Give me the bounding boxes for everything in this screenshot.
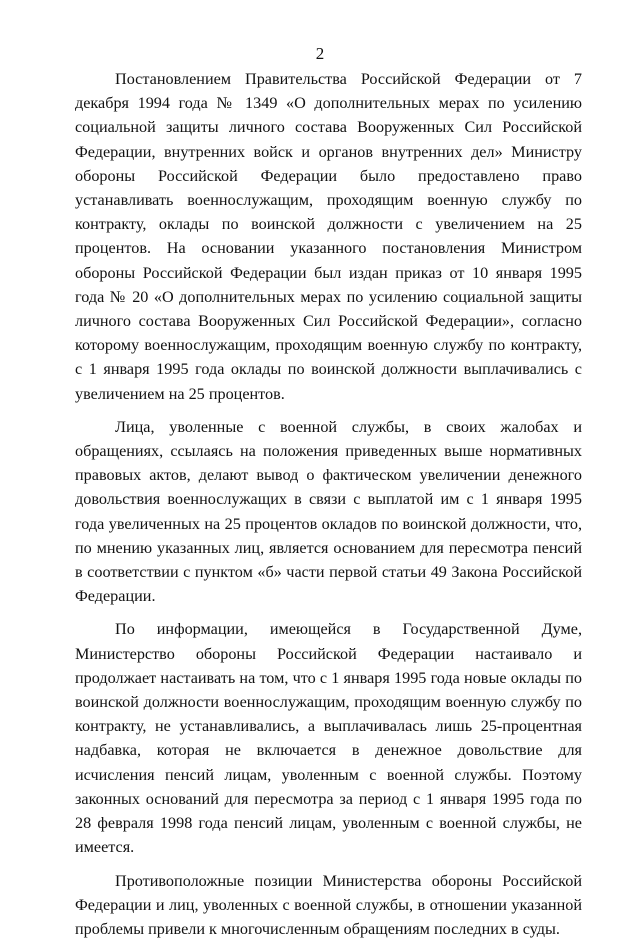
paragraph-4: Противоположные позиции Министерства обороны Российской Федерации и лиц, уволенных с военной службы, в отношении указанной проблемы привели к многочисленным обращениям последних в суды. [75, 869, 582, 941]
paragraph-3: По информации, имеющейся в Государственной Думе, Министерство обороны Российской Федерации настаивало и продолжает настаивать на том, что с 1 января 1995 года новые оклады по воинской должности военнослужащим, проходящим военную службу по контракту, не устанавливались, а выплачивалась лишь 25-процентная надбавка, которая не включается в денежное довольствие для исчисления пенсий лицам, уволенным с военной службы. Поэтому законных оснований для пересмотра за период с 1 января 1995 года по 28 февраля 1998 года пенсий лицам, уволенным с военной службы, не имеется. [75, 617, 582, 859]
document-body [75, 67, 582, 941]
page-number: 2 [0, 44, 640, 64]
paragraph-2: Лица, уволенные с военной службы, в своих жалобах и обращениях, ссылаясь на положения приведенных выше нормативных правовых актов, делают вывод о фактическом увеличении денежного довольствия военнослужащих в связи с выплатой им с 1 января 1995 года увеличенных на 25 процентов окладов по воинской должности, что, по мнению указанных лиц, является основанием для пересмотра пенсий в соответствии с пунктом «б» части первой статьи 49 Закона Российской Федерации. [75, 415, 582, 609]
paragraph-1: Постановлением Правительства Российской Федерации от 7 декабря 1994 года № 1349 «О дополнительных мерах по усилению социальной защиты личного состава Вооруженных Сил Российской Федерации, внутренних войск и органов внутренних дел» Министру обороны Российской Федерации было предоставлено право устанавливать военнослужащим, проходящим военную службу по контракту, оклады по воинской должности с увеличением на 25 процентов. На основании указанного постановления Министром обороны Российской Федерации был издан приказ от 10 января 1995 года № 20 «О дополнительных мерах по усилению социальной защиты личного состава Вооруженных Сил Российской Федерации», согласно которому военнослужащим, проходящим военную службу по контракту, с 1 января 1995 года оклады по воинской должности выплачивались с увеличением на 25 процентов. [75, 67, 582, 406]
